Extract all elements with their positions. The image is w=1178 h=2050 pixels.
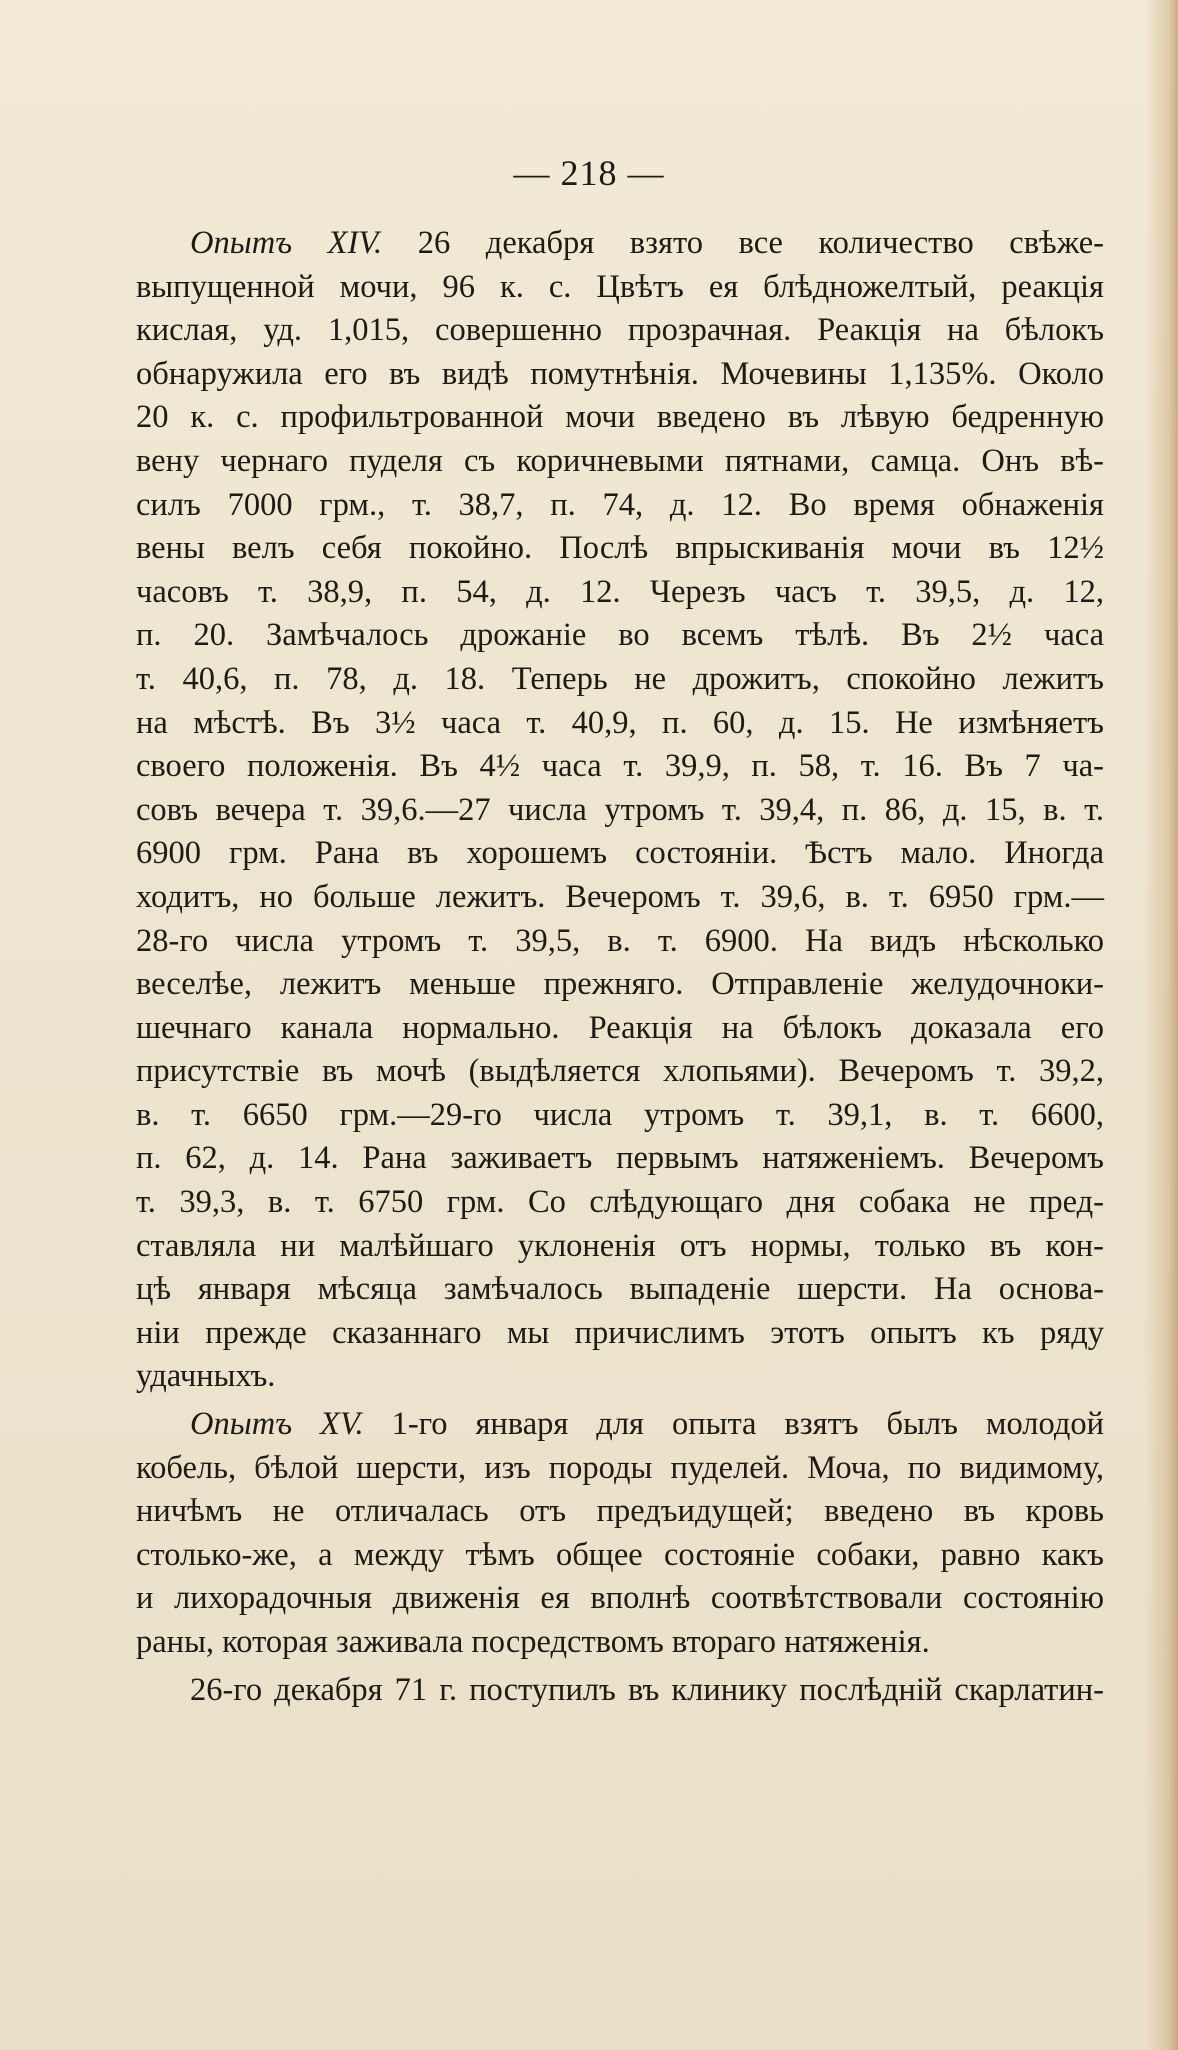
text-line: цѣ января мѣсяца замѣчалось выпаденіе шерсти. На основа- [136, 1271, 1104, 1308]
text-line-content: 26 декабря взято все количество свѣже- [382, 225, 1104, 261]
text-line: 6900 грм. Рана въ хорошемъ состояніи. Ѣстъ мало. Иногда [136, 835, 1104, 872]
text-line: шечнаго канала нормально. Реакція на бѣлокъ доказала его [136, 1009, 1104, 1046]
text-line: своего положенія. Въ 4½ часа т. 39,9, п. 58, т. 16. Въ 7 ча- [136, 748, 1104, 785]
text-line: столько-же, а между тѣмъ общее состояніе собаки, равно какъ [136, 1536, 1104, 1573]
text-line: в. т. 6650 грм.—29-го числа утромъ т. 39,1, в. т. 6600, [136, 1096, 1104, 1133]
text-line-content: 1-го января для опыта взятъ былъ молодой [363, 1406, 1104, 1443]
text-line: на мѣстѣ. Въ 3½ часа т. 40,9, п. 60, д. 15. Не измѣняетъ [136, 704, 1104, 741]
text-line: часовъ т. 38,9, п. 54, д. 12. Черезъ часъ т. 39,5, д. 12, [136, 573, 1104, 610]
text-line: кобель, бѣлой шерсти, изъ породы пуделей. Моча, по видимому, [136, 1449, 1104, 1486]
text-line: 20 к. с. профильтрованной мочи введено въ лѣвую бедренную [136, 399, 1104, 436]
paragraph-case-intro [136, 1669, 1104, 1713]
text-line: силъ 7000 грм., т. 38,7, п. 74, д. 12. Во время обнаженія [136, 486, 1104, 523]
text-line: ніи прежде сказаннаго мы причислимъ этотъ опытъ къ ряду [136, 1314, 1104, 1351]
text-line: кислая, уд. 1,015, совершенно прозрачная. Реакція на бѣлокъ [136, 312, 1104, 349]
text-line: т. 39,3, в. т. 6750 грм. Со слѣдующаго дня собака не пред- [136, 1184, 1104, 1221]
text-line [136, 1403, 1104, 1447]
text-line [136, 222, 1104, 266]
page-number: — 218 — [513, 153, 665, 193]
text-line: присутствіе въ мочѣ (выдѣляется хлопьями). Вечеромъ т. 39,2, [136, 1053, 1104, 1090]
text-line: совъ вечера т. 39,6.—27 числа утромъ т. 39,4, п. 86, д. 15, в. т. [136, 791, 1104, 828]
text-line: т. 40,6, п. 78, д. 18. Теперь не дрожитъ, спокойно лежитъ [136, 660, 1104, 697]
text-line: п. 62, д. 14. Рана заживаетъ первымъ натяженіемъ. Вечеромъ [136, 1140, 1104, 1177]
paragraph-experiment-15 [136, 1403, 1104, 1665]
text-line: 28-го числа утромъ т. 39,5, в. т. 6900. На видъ нѣсколько [136, 922, 1104, 959]
text-line: раны, которая заживала посредствомъ втораго натяженія. [136, 1624, 930, 1660]
text-line: вену чернаго пуделя съ коричневыми пятнами, самца. Онъ вѣ- [136, 442, 1104, 479]
text-line: веселѣе, лежитъ меньше прежняго. Отправленіе желудочноки- [136, 966, 1104, 1003]
text-line: 26-го декабря 71 г. поступилъ въ клинику послѣдній скарлатин- [190, 1671, 1104, 1708]
page-body [136, 222, 1104, 1712]
text-line: удачныхъ. [136, 1358, 276, 1395]
paragraph-experiment-14 [136, 222, 1104, 1399]
text-line: ничѣмъ не отличалась отъ предъидущей; введено въ кровь [136, 1493, 1104, 1530]
text-line: п. 20. Замѣчалось дрожаніе во всемъ тѣлѣ. Въ 2½ часа [136, 617, 1104, 654]
text-line: обнаружила его въ видѣ помутнѣнія. Мочевины 1,135%. Около [136, 355, 1104, 392]
experiment-heading: Опытъ XV. [190, 1406, 364, 1443]
page-edge-shadow [1144, 0, 1178, 2050]
experiment-heading: Опытъ XIV. [190, 225, 383, 261]
text-line: ставляла ни малѣйшаго уклоненія отъ нормы, только въ кон- [136, 1227, 1104, 1264]
text-line: и лихорадочныя движенія ея вполнѣ соотвѣтствовали состоянію [136, 1580, 1104, 1617]
text-line: ходитъ, но больше лежитъ. Вечеромъ т. 39,6, в. т. 6950 грм.— [136, 878, 1104, 915]
text-line: выпущенной мочи, 96 к. с. Цвѣтъ ея блѣдножелтый, реакція [136, 268, 1104, 305]
text-line: вены велъ себя покойно. Послѣ впрыскиванія мочи въ 12½ [136, 530, 1104, 567]
